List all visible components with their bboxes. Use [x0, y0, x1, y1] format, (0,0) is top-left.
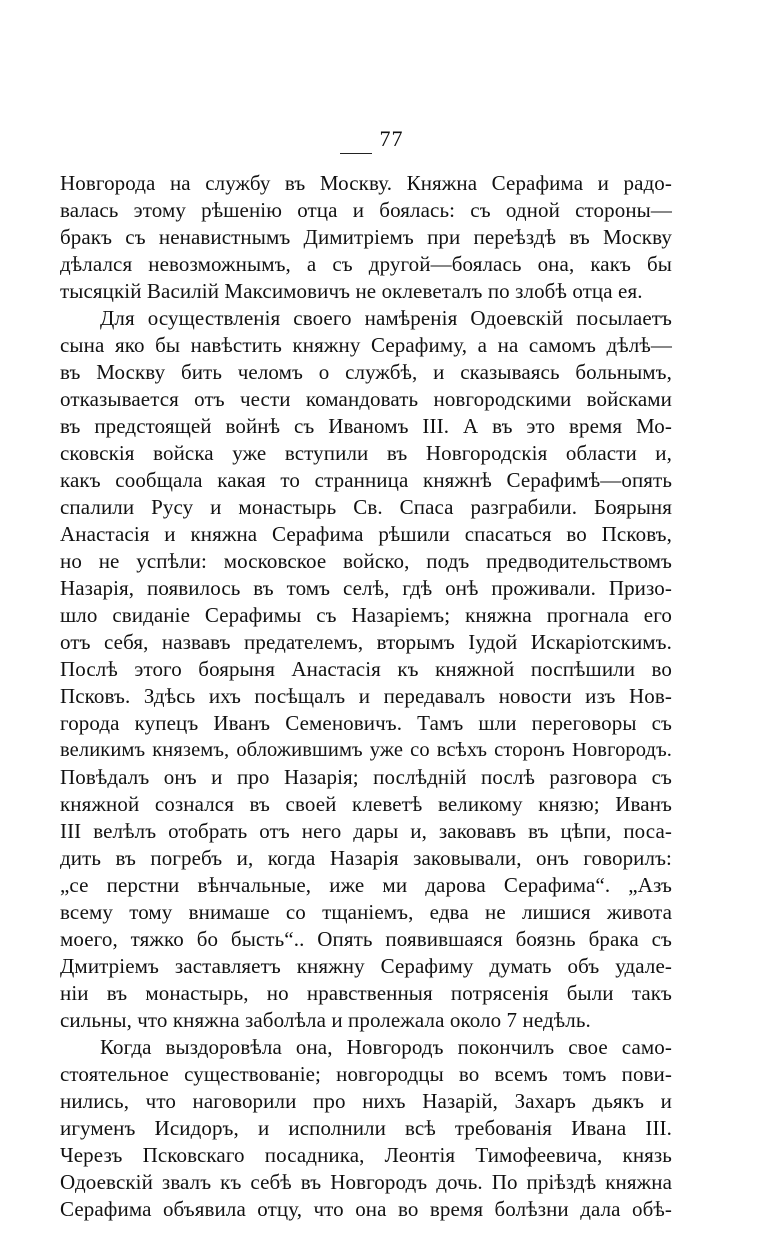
page-number: 77 [379, 126, 404, 151]
page-number-rule [340, 153, 372, 154]
text-line: Повѣдалъ онъ и про Назарія; послѣдній послѣ разговора съ [60, 765, 672, 789]
text-line: тысяцкій Василій Максимовичъ не оклеветалъ по злобѣ отца ея. [60, 279, 643, 303]
text-line: дить въ погребъ и, когда Назарія заковывали, онъ говорилъ: [60, 846, 672, 870]
text-line: Новгорода на службу въ Москву. Княжна Серафима и радо- [60, 171, 672, 195]
text-line: Дмитріемъ заставляетъ княжну Серафиму думать объ удале- [60, 954, 672, 978]
text-line: дѣлался невозможнымъ, а съ другой—боялась она, какъ бы [60, 252, 672, 276]
text-line: Псковъ. Здѣсь ихъ посѣщалъ и передавалъ новости изъ Нов- [60, 684, 672, 708]
text-line: шло свиданіе Серафимы съ Назаріемъ; княжна прогнала его [60, 603, 672, 627]
text-line: всему тому внимаше со тщаніемъ, едва не лишися живота [60, 900, 672, 924]
text-line: моего, тяжко бо бысть“.. Опять появившаяся боязнь брака съ [60, 927, 672, 951]
text-line: въ предстоящей войнѣ съ Иваномъ III. А въ это время Мо- [60, 414, 672, 438]
text-line: великимъ княземъ, обложившимъ уже со всѣхъ сторонъ Новгородъ. [60, 739, 672, 761]
text-line: валась этому рѣшенію отца и боялась: съ одной стороны— [60, 198, 672, 222]
text-line: III велѣлъ отобрать отъ него дары и, заковавъ въ цѣпи, поса- [60, 819, 672, 843]
text-line: спалили Русу и монастырь Св. Спаса разграбили. Боярыня [60, 495, 672, 519]
text-line: сильны, что княжна заболѣла и пролежала около 7 недѣль. [60, 1008, 591, 1032]
text-line: бракъ съ ненавистнымъ Димитріемъ при переѣздѣ въ Москву [60, 225, 672, 249]
text-line: какъ сообщала какая то странница княжнѣ Серафимѣ—опять [60, 468, 672, 492]
text-line: княжной сознался въ своей клеветѣ великому князю; Иванъ [60, 792, 672, 816]
text-line: ніи въ монастырь, но нравственныя потрясенія были такъ [60, 981, 672, 1005]
text-line: стоятельное существованіе; новгородцы во всемъ томъ пови- [60, 1062, 672, 1086]
text-line: Серафима объявила отцу, что она во время болѣзни дала обѣ- [60, 1197, 672, 1221]
text-line: Послѣ этого боярыня Анастасія къ княжной поспѣшили во [60, 657, 672, 681]
text-line: Назарія, появилось въ томъ селѣ, гдѣ онѣ проживали. Призо- [60, 576, 672, 600]
body-text [60, 170, 672, 1223]
text-line: „се перстни вѣнчальные, иже ми дарова Серафима“. „Азъ [60, 873, 672, 897]
text-line: Когда выздоровѣла она, Новгородъ покончилъ свое само- [100, 1035, 672, 1059]
text-line: сына яко бы навѣстить княжну Серафиму, а на самомъ дѣлѣ— [60, 333, 672, 357]
text-line: сковскія войска уже вступили въ Новгородскія области и, [60, 441, 672, 465]
text-line: игуменъ Исидоръ, и исполнили всѣ требованія Ивана III. [60, 1116, 672, 1140]
text-line: Для осуществленія своего намѣренія Одоевскій посылаетъ [100, 306, 672, 330]
text-line: Одоевскій звалъ къ себѣ въ Новгородъ дочь. По пріѣздѣ княжна [60, 1170, 672, 1194]
text-line: въ Москву бить челомъ о службѣ, и сказываясь больнымъ, [60, 360, 672, 384]
text-line: нились, что наговорили про нихъ Назарій, Захаръ дьякъ и [60, 1089, 672, 1113]
text-line: города купецъ Иванъ Семеновичъ. Тамъ шли переговоры съ [60, 711, 672, 735]
text-line: отказывается отъ чести командовать новгородскими войсками [60, 387, 672, 411]
text-line: отъ себя, назвавъ предателемъ, вторымъ Іудой Искаріотскимъ. [60, 630, 672, 654]
text-line: Черезъ Псковскаго посадника, Леонтія Тимофеевича, князь [60, 1143, 672, 1167]
text-line: но не успѣли: московское войско, подъ предводительствомъ [60, 549, 672, 573]
text-line: Анастасія и княжна Серафима рѣшили спасаться во Псковъ, [60, 522, 672, 546]
